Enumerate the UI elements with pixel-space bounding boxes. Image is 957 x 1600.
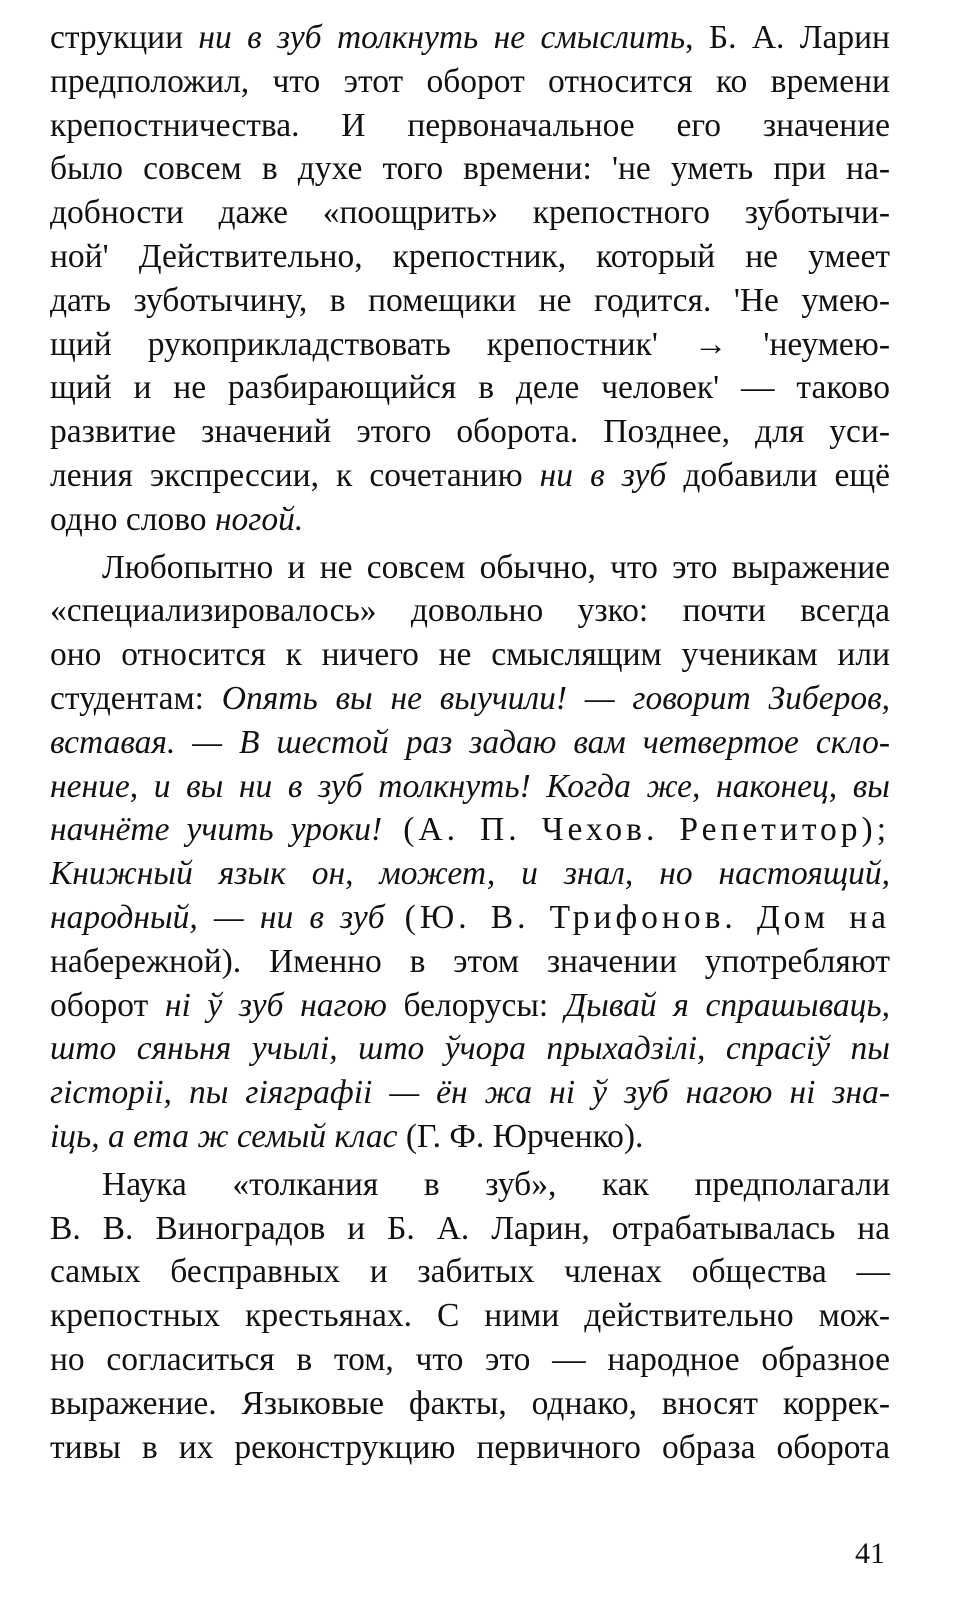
text-line: Наука «толкания в зуб», как предполагали [102,1165,890,1203]
text-line: гісторіі, пы гіяграфіі — ён жа ні ў зуб нагою ні зна- [50,1074,890,1112]
text-line: тивы в их реконструкцию первичного образа оборота [50,1428,890,1466]
text-line: струкции ни в зуб толкнуть не смыслить, Б. А. Ларин [50,19,890,56]
text-line: было совсем в духе того времени: 'не уметь при на- [50,150,890,188]
text-line: Любопытно и не совсем обычно, что это выражение [102,548,890,586]
text-line: начнёте учить уроки! (А. П. Чехов. Репетитор); [50,811,890,849]
text-line: народный, — ни в зуб (Ю. В. Трифонов. Дом на [50,898,891,936]
text-line: одно слово ногой. [50,500,304,538]
text-line: предположил, что этот оборот относится ко времени [50,62,890,100]
text-line: В. В. Виноградов и Б. А. Ларин, отрабатывалась на [50,1209,890,1247]
text-line: што сяньня учылі, што ўчора прыхадзілі, спрасіў пы [50,1030,890,1068]
text-line: самых бесправных и забитых членах общества — [50,1253,890,1291]
text-line: крепостных крестьянах. С ними действительно мож- [50,1297,890,1335]
text-line: но согласиться в том, что это — народное образное [50,1340,890,1378]
text-line: выражение. Языковые факты, однако, вносят коррек- [50,1384,890,1422]
text-line: іць, а ета ж семый клас (Г. Ф. Юрченко). [50,1117,644,1155]
text-line: добности даже «поощрить» крепостного зуботычи- [50,194,890,232]
text-line: набережной). Именно в этом значении употребляют [50,942,890,980]
text-line: оно относится к ничего не смыслящим ученикам или [50,636,890,674]
text-line: ной' Действительно, крепостник, который не умеет [50,237,890,275]
text-line: нение, и вы ни в зуб толкнуть! Когда же, наконец, вы [50,767,890,805]
paragraph-3 [50,1163,890,1470]
body-text [50,16,890,1469]
page-number: 41 [855,1537,885,1570]
text-line: крепостничества. И первоначальное его значение [50,106,890,144]
paragraph-1 [50,16,890,542]
text-line: Книжный язык он, может, и знал, но настоящий, [50,855,890,893]
text-line: студентам: Опять вы не выучили! — говорит Зиберов, [50,679,890,717]
text-line: вставая. — В шестой раз задаю вам четвертое скло- [50,723,890,761]
text-line: дать зуботычину, в помещики не годится. 'Не умею- [50,281,890,319]
text-line: «специализировалось» довольно узко: почти всегда [50,592,890,630]
text-line: щий рукоприкладствовать крепостник' → 'неумею- [50,325,890,363]
text-line: развитие значений этого оборота. Позднее, для уси- [50,413,890,451]
text-line: ления экспрессии, к сочетанию ни в зуб добавили ещё [50,456,891,494]
text-line: оборот ні ў зуб нагою белорусы: Дывай я спрашываць, [50,986,891,1024]
paragraph-2 [50,546,890,1159]
text-line: щий и не разбирающийся в деле человек' — таково [50,369,890,407]
